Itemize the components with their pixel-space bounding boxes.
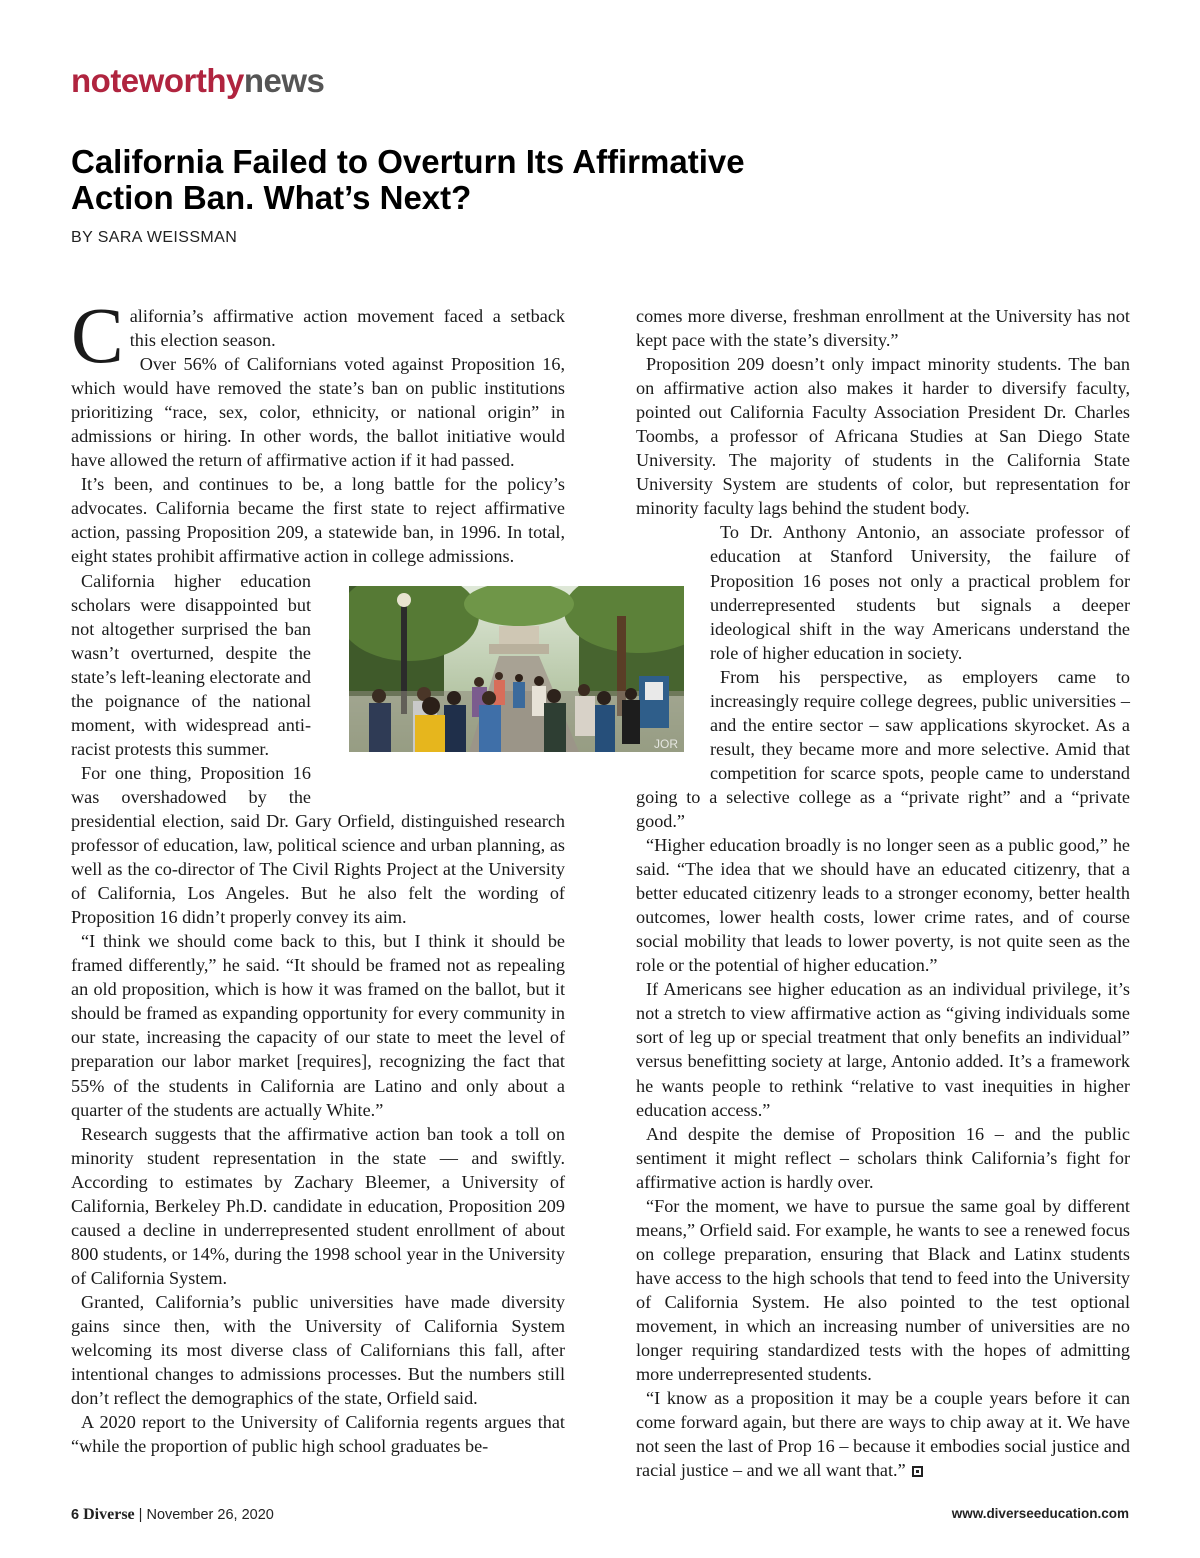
paragraph: “For the moment, we have to pursue the same goal by different means,” Orfield said. For example, he wants to see a renewed focus on college preparation, ensuring that Black and Latinx students have access to the high schools that tend to feed into the University of California System. He also pointed to the test optional movement, in which an increasing number of universities are no longer requiring standardized tests with the hopes of admitting more underrepresented students. [636,1195,1130,1385]
paragraph: Research suggests that the affirmative action ban took a toll on minority student representation in the state — and swiftly. According to estimates by Zachary Bleemer, a University of California, Berkeley Ph.D. candidate in education, Proposition 209 caused a decline in underrepresented student enrollment of about 800 students, or 14%, during the 1998 school year in the University of California System. [71,1123,565,1288]
paragraph: A 2020 report to the University of California regents argues that “while the proportion of public high school graduates be- [71,1412,565,1457]
article-byline: BY SARA WEISSMAN [71,229,238,246]
footer-left [71,1506,274,1524]
section-tag-red: noteworthy [71,62,244,99]
paragraph [636,1386,1130,1482]
paragraph: alifornia’s affirmative action movement faced a setback this election season. [129,306,565,351]
end-of-story-icon [912,1466,923,1477]
final-paragraph-text: “I know as a proposition it may be a couple years before it can come forward again, but there are ways to chip away at it. We have not seen the last of Prop 16 – because it embodies social justice and racial justice – and we all want that.” [636,1388,1130,1481]
paragraph: If Americans see higher education as an individual privilege, it’s not a stretch to view affirmative action as “giving individuals some sort of leg up or special treatment that only benefits an individual” versus benefitting society at large, Antonio added. It’s a framework he wants people to rethink “relative to vast inequities in higher education access.” [636,979,1130,1120]
campus-crowd-photo [349,586,684,752]
issue-date: November 26, 2020 [146,1507,274,1523]
website-link[interactable]: www.diverseeducation.com [951,1506,1129,1521]
paragraph: From his perspective, as employers came to increasingly require college degrees, public universities – and the entire sector – saw applications skyrocket. As a result, they became more and more selective. Amid that competition for scarce spots, people came to understand going to a selective college as a “private right” and a “private good.” [636,666,1130,831]
paragraph: Proposition 209 doesn’t only impact minority students. The ban on affirmative action also makes it harder to diversify faculty, pointed out California Faculty Association President Dr. Charles Toombs, a professor of Africana Studies at San Diego State University. The majority of students in the California State University System are students of color, but representation for minority faculty lags behind the student body. [636,354,1130,519]
left-column [71,293,565,1458]
article-title: California Failed to Overturn Its Affirmative Action Ban. What’s Next? [71,143,745,216]
magazine-name: Diverse [83,1506,135,1523]
drop-cap: C [71,293,124,380]
paragraph: Granted, California’s public universities have made diversity gains since then, with the University of California System welcoming its most diverse class of Californians this fall, after intentional changes to admissions processes. But the numbers still don’t reflect the demographics of the state, Orfield said. [71,1291,565,1409]
page-footer [71,1506,1129,1528]
section-tag [71,64,324,97]
section-tag-gray: news [243,62,325,99]
paragraph: Over 56% of Californians voted against Proposition 16, which would have removed the state’s ban on public institutions prioritizing “race, sex, color, ethnicity, or national origin” in admissions or hiring. In other words, the ballot initiative would have allowed the return of affirmative action if it had passed. [71,354,565,471]
paragraph: To Dr. Anthony Antonio, an associate professor of education at Stanford University, the failure of Proposition 16 poses not only a practical problem for underrepresented students but signals a deeper ideological shift in the way Americans understand the role of higher education in society. [710,522,1130,663]
paragraph: For one thing, Proposition 16 was overshadowed by the presidential election, said Dr. Gary Orfield, distinguished research professor of education, law, political science and urban planning, as well as the co-director of The Civil Rights Project at the University of California, Los Angeles. But he also felt the wording of Proposition 16 didn’t properly convey its aim. [71,762,565,928]
page-number: 6 [71,1507,80,1523]
paragraph: “I think we should come back to this, but I think it should be framed differently,” he said. “It should be framed not as repealing an old proposition, which is how it was framed on the ballot, but it should be framed as expanding opportunity for every community in our state, increasing the capacity of our state to meet the level of preparation our labor market [requires], recognizing the fact that 55% of the students in California are Latino and only about a quarter of the students are actually White.” [71,931,565,1120]
photo-watermark: JOR [654,737,678,751]
paragraph: comes more diverse, freshman enrollment at the University has not kept pace with the state’s diversity.” [636,306,1130,351]
paragraph: It’s been, and continues to be, a long battle for the policy’s advocates. California became the first state to reject affirmative action, passing Proposition 209, a statewide ban, in 1996. In total, eight states prohibit affirmative action in college admissions. [71,474,565,567]
footer-divider: | [138,1507,143,1523]
paragraph: California higher education scholars were disappointed but not altogether surprised the ban wasn’t overturned, despite the state’s left-leaning electorate and the poignance of the national moment, with widespread anti-racist protests this summer. [71,570,311,759]
paragraph: And despite the demise of Proposition 16 – and the public sentiment it might reflect – scholars think California’s fight for affirmative action is hardly over. [636,1123,1130,1192]
right-column [636,304,1130,1482]
paragraph: “Higher education broadly is no longer seen as a public good,” he said. “The idea that we should have an educated citizenry, that a better educated citizenry leads to a stronger economy, better health outcomes, lower health costs, lower crime rates, and of course social mobility that leads to lower poverty, is not quite seen as the role or the potential of higher education.” [636,835,1130,976]
photo-illustration [349,586,684,752]
